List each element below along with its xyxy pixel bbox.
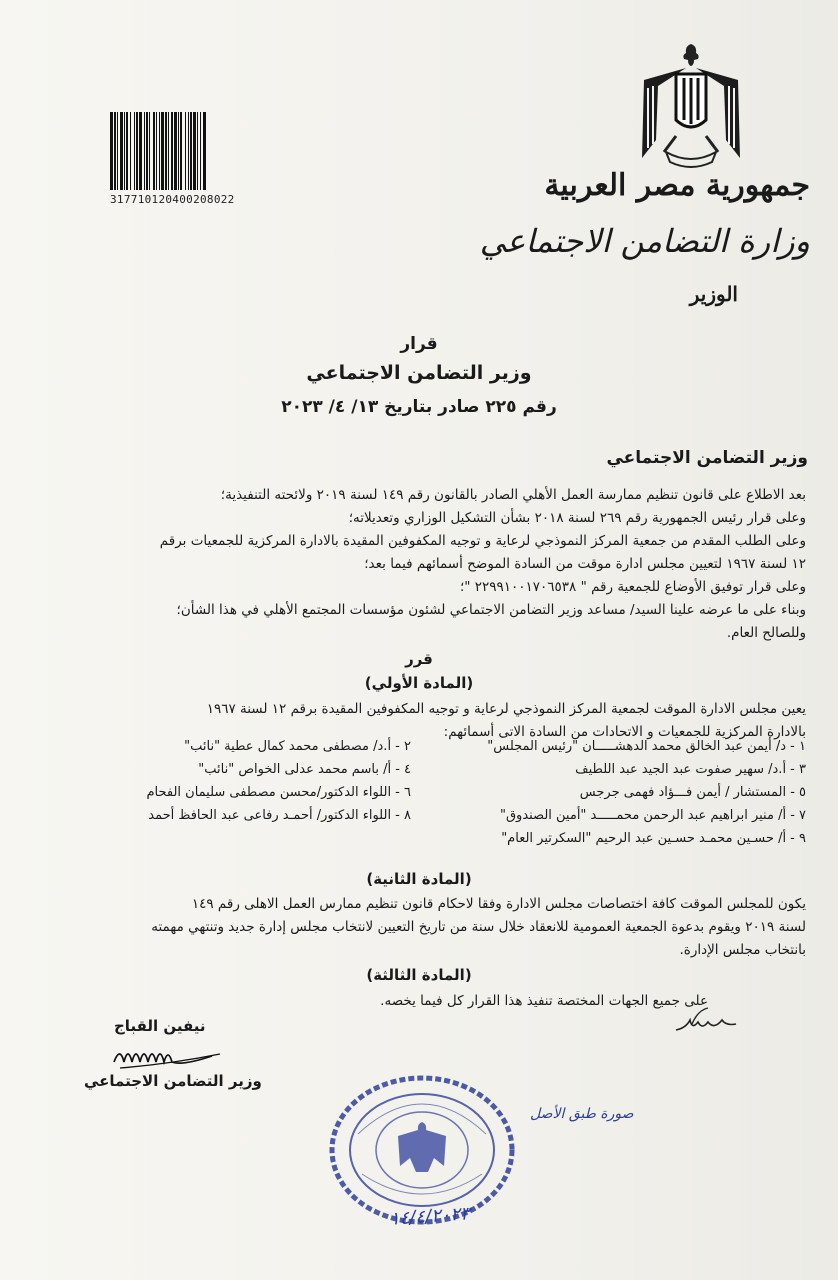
signatory-title: وزير التضامن الاجتماعي <box>84 1072 262 1090</box>
member-entry: ٦ - اللواء الدكتور/محسن مصطفى سليمان الفحام <box>146 785 411 800</box>
article3-title: (المادة الثالثة) <box>366 966 472 984</box>
barcode-number: 317710120400208022 <box>110 193 235 206</box>
members-row <box>16 758 806 781</box>
article1-line: بالادارة المركزية للجمعيات و الاتحادات من السادة الاتى أسمائهم: <box>443 724 806 740</box>
member-entry: ٢ - أ.د/ مصطفى محمد كمال عطية "نائب" <box>184 739 411 754</box>
article1-line: يعين مجلس الادارة الموقت لجمعية المركز النموذجي لرعاية و توجيه المكفوفين المقيدة برقم ١٢ لسنة ١٩٦٧ <box>206 701 806 717</box>
member-entry: ٣ - أ.د/ سهير صفوت عبد الجيد عبد اللطيف <box>575 762 806 777</box>
preamble-line: وعلى الطلب المقدم من جمعية المركز النموذجي لرعاية و توجيه المكفوفين المقيدة بالادارة المركزية للجمعيات برقم <box>159 533 806 549</box>
barcode-bar <box>206 112 207 190</box>
member-entry: ٩ - أ/ حسـين محمـد حسـين عبد الرحيم "السكرتير العام" <box>501 831 806 846</box>
eagle-emblem-icon <box>636 40 746 175</box>
initials-signature-icon <box>672 1000 742 1038</box>
article2-body <box>26 893 806 962</box>
preamble-line: بعد الاطلاع على قانون تنظيم ممارسة العمل الأهلي الصادر بالقانون رقم ١٤٩ لسنة ٢٠١٩ ولائحته التنفيذية؛ <box>220 487 806 503</box>
preamble-line: وعلى قرار رئيس الجمهورية رقم ٢٦٩ لسنة ٢٠١٨ بشأن التشكيل الوزاري وتعديلاته؛ <box>348 510 806 526</box>
member-entry: ٨ - اللواء الدكتور/ أحمـد رفاعى عبد الحافظ أحمد <box>148 808 411 823</box>
ministry-name: وزارة التضامن الاجتماعي <box>479 222 810 260</box>
preamble-line: وبناء على ما عرضه علينا السيد/ مساعد وزير التضامن الاجتماعي لشئون مؤسسات المجتمع الأهلي في هذا الشأن؛ <box>176 602 806 618</box>
preamble <box>26 484 806 645</box>
preamble-line: وللصالح العام. <box>726 625 806 641</box>
minister-heading: وزير التضامن الاجتماعي <box>606 448 808 468</box>
members-row <box>16 827 806 850</box>
office-name: الوزير <box>689 282 738 306</box>
article1-title: (المادة الأولي) <box>364 674 474 692</box>
article2-title: (المادة الثانية) <box>366 870 472 888</box>
stamp-certification: صورة طبق الأصل <box>530 1106 634 1122</box>
stamp-date: ١٤/٤/٢٠٢٣ <box>389 1203 471 1230</box>
barcode <box>110 112 282 190</box>
member-entry: ٤ - أ/ باسم محمد عدلى الخواص "نائب" <box>198 762 411 777</box>
members-row <box>16 735 806 758</box>
member-entry: ٧ - أ/ منير ابراهيم عبد الرحمن محمـــــد "أمين الصندوق" <box>499 808 806 823</box>
signatory-name: نيفين القباج <box>114 1017 206 1035</box>
member-entry: ٥ - المستشار / أيمن فـــؤاد فهمى جرجس <box>579 785 806 800</box>
article2-line: لسنة ٢٠١٩ ويقوم بدعوة الجمعية العمومية للانعقاد خلال سنة من تاريخ التعيين لانتخاب مجلس إدارة جديد وتنتهي مهمته <box>151 919 806 935</box>
member-entry: ١ - د/ أيمن عبد الخالق محمد الدهشـــــان "رئيس المجلس" <box>487 739 806 754</box>
article2-line: يكون للمجلس الموقت كافة اختصاصات مجلس الادارة وفقا لاحكام قانون تنظيم ممارس العمل الاهلى رقم ١٤٩ <box>191 896 806 912</box>
preamble-line: ١٢ لسنة ١٩٦٧ لتعيين مجلس ادارة موقت من السادة الموضح أسمائهم فيما بعد؛ <box>364 556 806 572</box>
handwritten-signature-icon <box>110 1040 230 1072</box>
decided-heading: قرر <box>405 650 433 668</box>
preamble-line: وعلى قرار توفيق الأوضاع للجمعية رقم " ٢٢٩٩١٠٠١٧٠٦٥٣٨ "؛ <box>459 579 806 595</box>
article3-line: على جميع الجهات المختصة تنفيذ هذا القرار كل فيما يخصه. <box>380 993 708 1009</box>
members-row <box>16 781 806 804</box>
decree-number: رقم ٢٢٥ صادر بتاريخ ١٣/ ٤/ ٢٠٢٣ <box>281 397 557 417</box>
decree-issuer: وزير التضامن الاجتماعي <box>306 362 532 384</box>
article3-body <box>58 990 708 1013</box>
members-row <box>16 804 806 827</box>
decree-title: قرار <box>400 334 438 354</box>
country-name: جمهورية مصر العربية <box>544 168 810 203</box>
members-list <box>16 735 806 850</box>
article2-line: بانتخاب مجلس الإدارة. <box>679 942 806 958</box>
